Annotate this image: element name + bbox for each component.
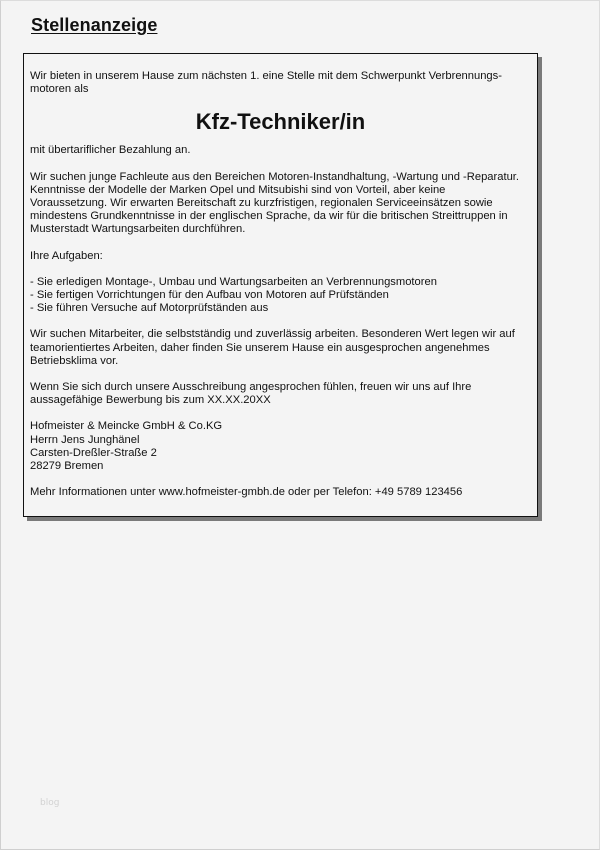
text-line: Wenn Sie sich durch unsere Ausschreibung angesprochen fühlen, freuen wir uns auf Ihre xyxy=(30,381,472,394)
text-line: mindestens Grundkenntnisse in der englischen Sprache, da wir für die britischen Streittruppen in xyxy=(30,210,508,223)
text-line: teamorientiertes Arbeiten, daher finden Sie unserem Hause ein ausgesprochen angenehmes xyxy=(30,341,490,354)
text-line: Betriebsklima vor. xyxy=(30,354,119,367)
text-line: Kenntnisse der Modelle der Marken Opel und Mitsubishi sind von Vorteil, aber keine xyxy=(30,183,446,196)
intro-paragraph xyxy=(30,70,531,96)
text-line: motoren als xyxy=(30,83,89,96)
team-paragraph xyxy=(30,328,531,368)
salary-line: mit übertariflicher Bezahlung an. xyxy=(30,144,191,157)
application-paragraph xyxy=(30,381,531,407)
text-line: Voraussetzung. Wir erwarten Bereitschaft zu kurzfristigen, regionalen Serviceeinsätzen sowie xyxy=(30,197,493,210)
page-title: Stellenanzeige xyxy=(31,15,158,35)
street-address: Carsten-Dreßler-Straße 2 xyxy=(30,446,157,459)
text-line: Wir bieten in unserem Hause zum nächsten 1. eine Stelle mit dem Schwerpunkt Verbrennungs- xyxy=(30,70,502,82)
job-ad-box xyxy=(23,53,538,517)
tasks-list xyxy=(30,276,531,316)
task-item: - Sie erledigen Montage-, Umbau und Wartungsarbeiten an Verbrennungsmotoren xyxy=(30,275,437,288)
watermark: blog xyxy=(40,798,60,808)
contact-address xyxy=(30,420,531,473)
contact-person: Herrn Jens Junghänel xyxy=(30,433,140,446)
text-line: Wir suchen Mitarbeiter, die selbstständig und zuverlässig arbeiten. Besonderen Wert legen wir auf xyxy=(30,328,515,341)
task-item: - Sie führen Versuche auf Motorprüfständen aus xyxy=(30,302,269,315)
more-info-line: Mehr Informationen unter www.hofmeister-gmbh.de oder per Telefon: +49 5789 123456 xyxy=(30,486,463,499)
company-name: Hofmeister & Meincke GmbH & Co.KG xyxy=(30,420,223,433)
task-item: - Sie fertigen Vorrichtungen für den Aufbau von Motoren auf Prüfständen xyxy=(30,289,389,302)
job-title: Kfz-Techniker/in xyxy=(195,109,366,135)
tasks-heading: Ihre Aufgaben: xyxy=(30,249,103,262)
text-line: Wir suchen junge Fachleute aus den Bereichen Motoren-Instandhaltung, -Wartung und -Reparatur. xyxy=(30,170,520,183)
text-line: aussagefähige Bewerbung bis zum XX.XX.20XX xyxy=(30,394,271,407)
text-line: Musterstadt Wartungsarbeiten durchführen. xyxy=(30,223,246,236)
city: 28279 Bremen xyxy=(30,460,104,473)
requirements-paragraph xyxy=(30,171,531,237)
